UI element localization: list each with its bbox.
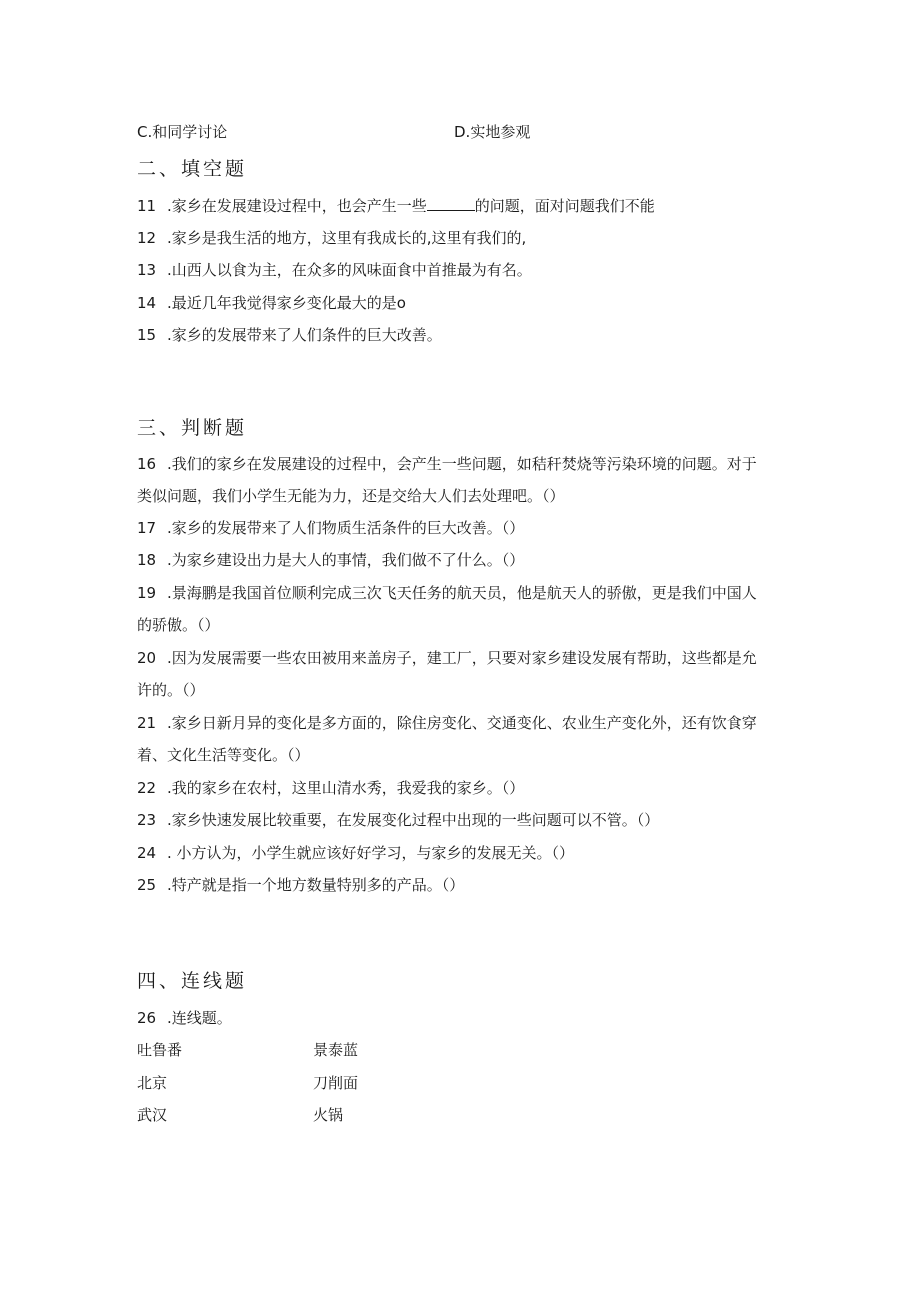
question-number: 15 <box>137 326 157 344</box>
question-16-continued: 类似问题，我们小学生无能为力，还是交给大人们去处理吧。（） <box>137 487 565 505</box>
question-19 <box>137 583 787 603</box>
question-19-continued: 的骄傲。（） <box>137 616 220 634</box>
question-number: 13 <box>137 261 157 279</box>
question-17 <box>137 518 787 538</box>
question-20-continued: 许的。（） <box>137 681 205 699</box>
question-number: 20 <box>137 649 157 667</box>
match-right-item: 火锅 <box>313 1106 344 1124</box>
section-heading-matching: 四、连线题 <box>137 970 248 992</box>
question-number: 16 <box>137 455 157 473</box>
section-heading-fill-blank: 二、填空题 <box>137 158 248 180</box>
question-text: .特产就是指一个地方数量特别多的产品。（） <box>167 876 465 894</box>
question-text: .山西人以食为主，在众多的风味面食中首推最为有名。 <box>167 261 532 279</box>
question-16 <box>137 454 787 474</box>
question-text: .为家乡建设出力是大人的事情，我们做不了什么。（） <box>167 551 525 569</box>
question-number: 22 <box>137 779 157 797</box>
option-c: C.和同学讨论 <box>137 123 228 141</box>
question-number: 24 <box>137 844 157 862</box>
question-text: .家乡是我生活的地方，这里有我成长的,这里有我们的, <box>167 229 527 247</box>
question-22 <box>137 778 787 798</box>
question-text: .家乡在发展建设过程中，也会产生一些 <box>167 197 427 215</box>
option-d: D.实地参观 <box>454 123 531 141</box>
match-left-item: 北京 <box>137 1074 168 1092</box>
question-text: .我们的家乡在发展建设的过程中，会产生一些问题，如秸秆焚烧等污染环境的问题。对于 <box>167 455 757 473</box>
question-number: 25 <box>137 876 157 894</box>
question-13 <box>137 260 787 280</box>
question-number: 11 <box>137 197 157 215</box>
question-number: 26 <box>137 1009 157 1027</box>
section-heading-true-false: 三、判断题 <box>137 417 248 439</box>
question-number: 23 <box>137 811 157 829</box>
question-18 <box>137 550 787 570</box>
answer-blank <box>427 196 475 211</box>
question-15 <box>137 325 787 345</box>
question-24 <box>137 843 787 863</box>
question-20 <box>137 648 787 668</box>
question-text: .家乡快速发展比较重要，在发展变化过程中出现的一些问题可以不管。（） <box>167 811 660 829</box>
question-number: 12 <box>137 229 157 247</box>
question-number: 18 <box>137 551 157 569</box>
question-text: .我的家乡在农村，这里山清水秀，我爱我的家乡。（） <box>167 779 525 797</box>
question-number: 21 <box>137 714 157 732</box>
question-12 <box>137 228 787 248</box>
question-23 <box>137 810 787 830</box>
question-11 <box>137 196 787 216</box>
question-14 <box>137 293 787 313</box>
match-right-item: 刀削面 <box>313 1074 359 1092</box>
question-number: 14 <box>137 294 157 312</box>
question-text: .家乡日新月异的变化是多方面的，除住房变化、交通变化、农业生产变化外，还有饮食穿 <box>167 714 757 732</box>
question-text: 的问题，面对问题我们不能 <box>474 197 655 215</box>
question-text: .家乡的发展带来了人们物质生活条件的巨大改善。（） <box>167 519 525 537</box>
question-text: .因为发展需要一些农田被用来盖房子，建工厂，只要对家乡建设发展有帮助，这些都是允 <box>167 649 757 667</box>
question-26 <box>137 1008 787 1028</box>
question-text: .连线题。 <box>167 1009 232 1027</box>
match-left-item: 吐鲁番 <box>137 1041 183 1059</box>
question-text: .最近几年我觉得家乡变化最大的是o <box>167 294 406 312</box>
question-text: . 小方认为，小学生就应该好好学习，与家乡的发展无关。（） <box>167 844 575 862</box>
match-left-item: 武汉 <box>137 1106 168 1124</box>
question-text: .景海鹏是我国首位顺利完成三次飞天任务的航天员，他是航天人的骄傲，更是我们中国人 <box>167 584 757 602</box>
question-number: 17 <box>137 519 157 537</box>
question-21 <box>137 713 787 733</box>
question-21-continued: 着、文化生活等变化。（） <box>137 746 310 764</box>
question-25 <box>137 875 787 895</box>
question-text: .家乡的发展带来了人们条件的巨大改善。 <box>167 326 442 344</box>
question-number: 19 <box>137 584 157 602</box>
match-right-item: 景泰蓝 <box>313 1041 359 1059</box>
